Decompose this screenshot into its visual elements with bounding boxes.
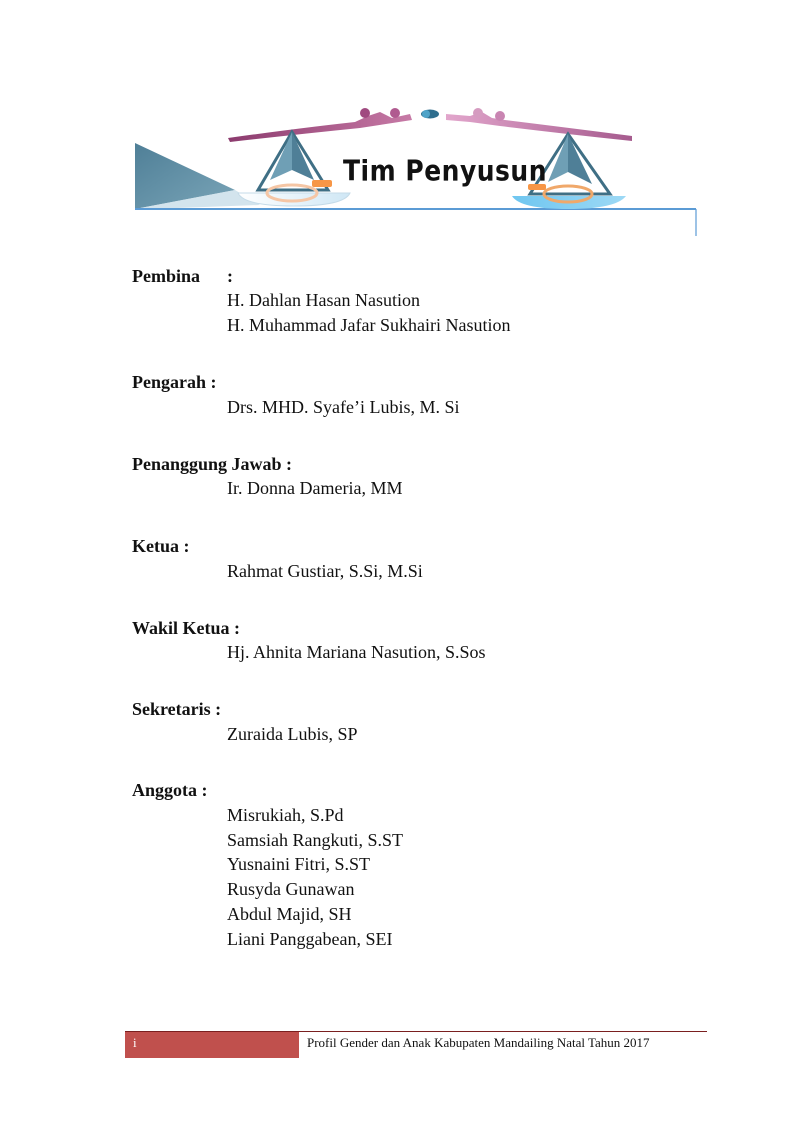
member-list [227, 722, 358, 747]
page-number: i [125, 1032, 299, 1058]
member-name: Samsiah Rangkuti, S.ST [227, 829, 404, 850]
member-list [227, 803, 403, 951]
member-name: Zuraida Lubis, SP [227, 724, 358, 744]
member-name: Abdul Majid, SH [227, 903, 352, 924]
banner-title: Tim Penyusun [343, 154, 548, 188]
section-label: Pengarah : [132, 372, 217, 392]
section-label: Anggota : [132, 780, 208, 800]
section-penanggung-jawab [132, 452, 402, 501]
member-name: Hj. Ahnita Mariana Nasution, S.Sos [227, 642, 486, 662]
member-name: Misrukiah, S.Pd [227, 805, 344, 825]
section-label: Penanggung Jawab : [132, 454, 293, 474]
section-sekretaris [132, 697, 358, 747]
section-colon: : [227, 266, 233, 286]
member-list [227, 395, 460, 420]
section-label: Ketua : [132, 536, 190, 556]
member-name: H. Dahlan Hasan Nasution [227, 290, 420, 310]
member-list [227, 640, 486, 665]
section-label: Sekretaris : [132, 699, 222, 719]
member-name: Rusyda Gunawan [227, 879, 355, 900]
member-name: Rahmat Gustiar, S.Si, M.Si [227, 561, 423, 581]
section-ketua [132, 534, 423, 584]
page-footer [125, 1031, 707, 1058]
balance-scale-illustration [0, 0, 793, 250]
footer-title: Profil Gender dan Anak Kabupaten Mandailing Natal Tahun 2017 [307, 1035, 650, 1050]
section-label: Wakil Ketua : [132, 618, 241, 638]
member-name: Yusnaini Fitri, S.ST [227, 854, 371, 875]
header-banner [0, 0, 793, 250]
beam-left [228, 112, 412, 142]
section-pembina [132, 264, 510, 337]
beam-right [446, 112, 632, 141]
member-list [227, 476, 402, 501]
member-name: Ir. Donna Dameria, MM [227, 478, 403, 498]
section-wakil-ketua [132, 616, 486, 665]
section-label: Pembina [132, 266, 201, 286]
member-name: Liani Panggabean, SEI [227, 928, 393, 949]
member-name: Drs. MHD. Syafe’i Lubis, M. Si [227, 397, 460, 417]
member-list [227, 559, 423, 584]
member-name: H. Muhammad Jafar Sukhairi Nasution [227, 314, 511, 335]
member-list [227, 288, 510, 337]
section-pengarah [132, 370, 460, 420]
section-anggota [132, 778, 403, 951]
